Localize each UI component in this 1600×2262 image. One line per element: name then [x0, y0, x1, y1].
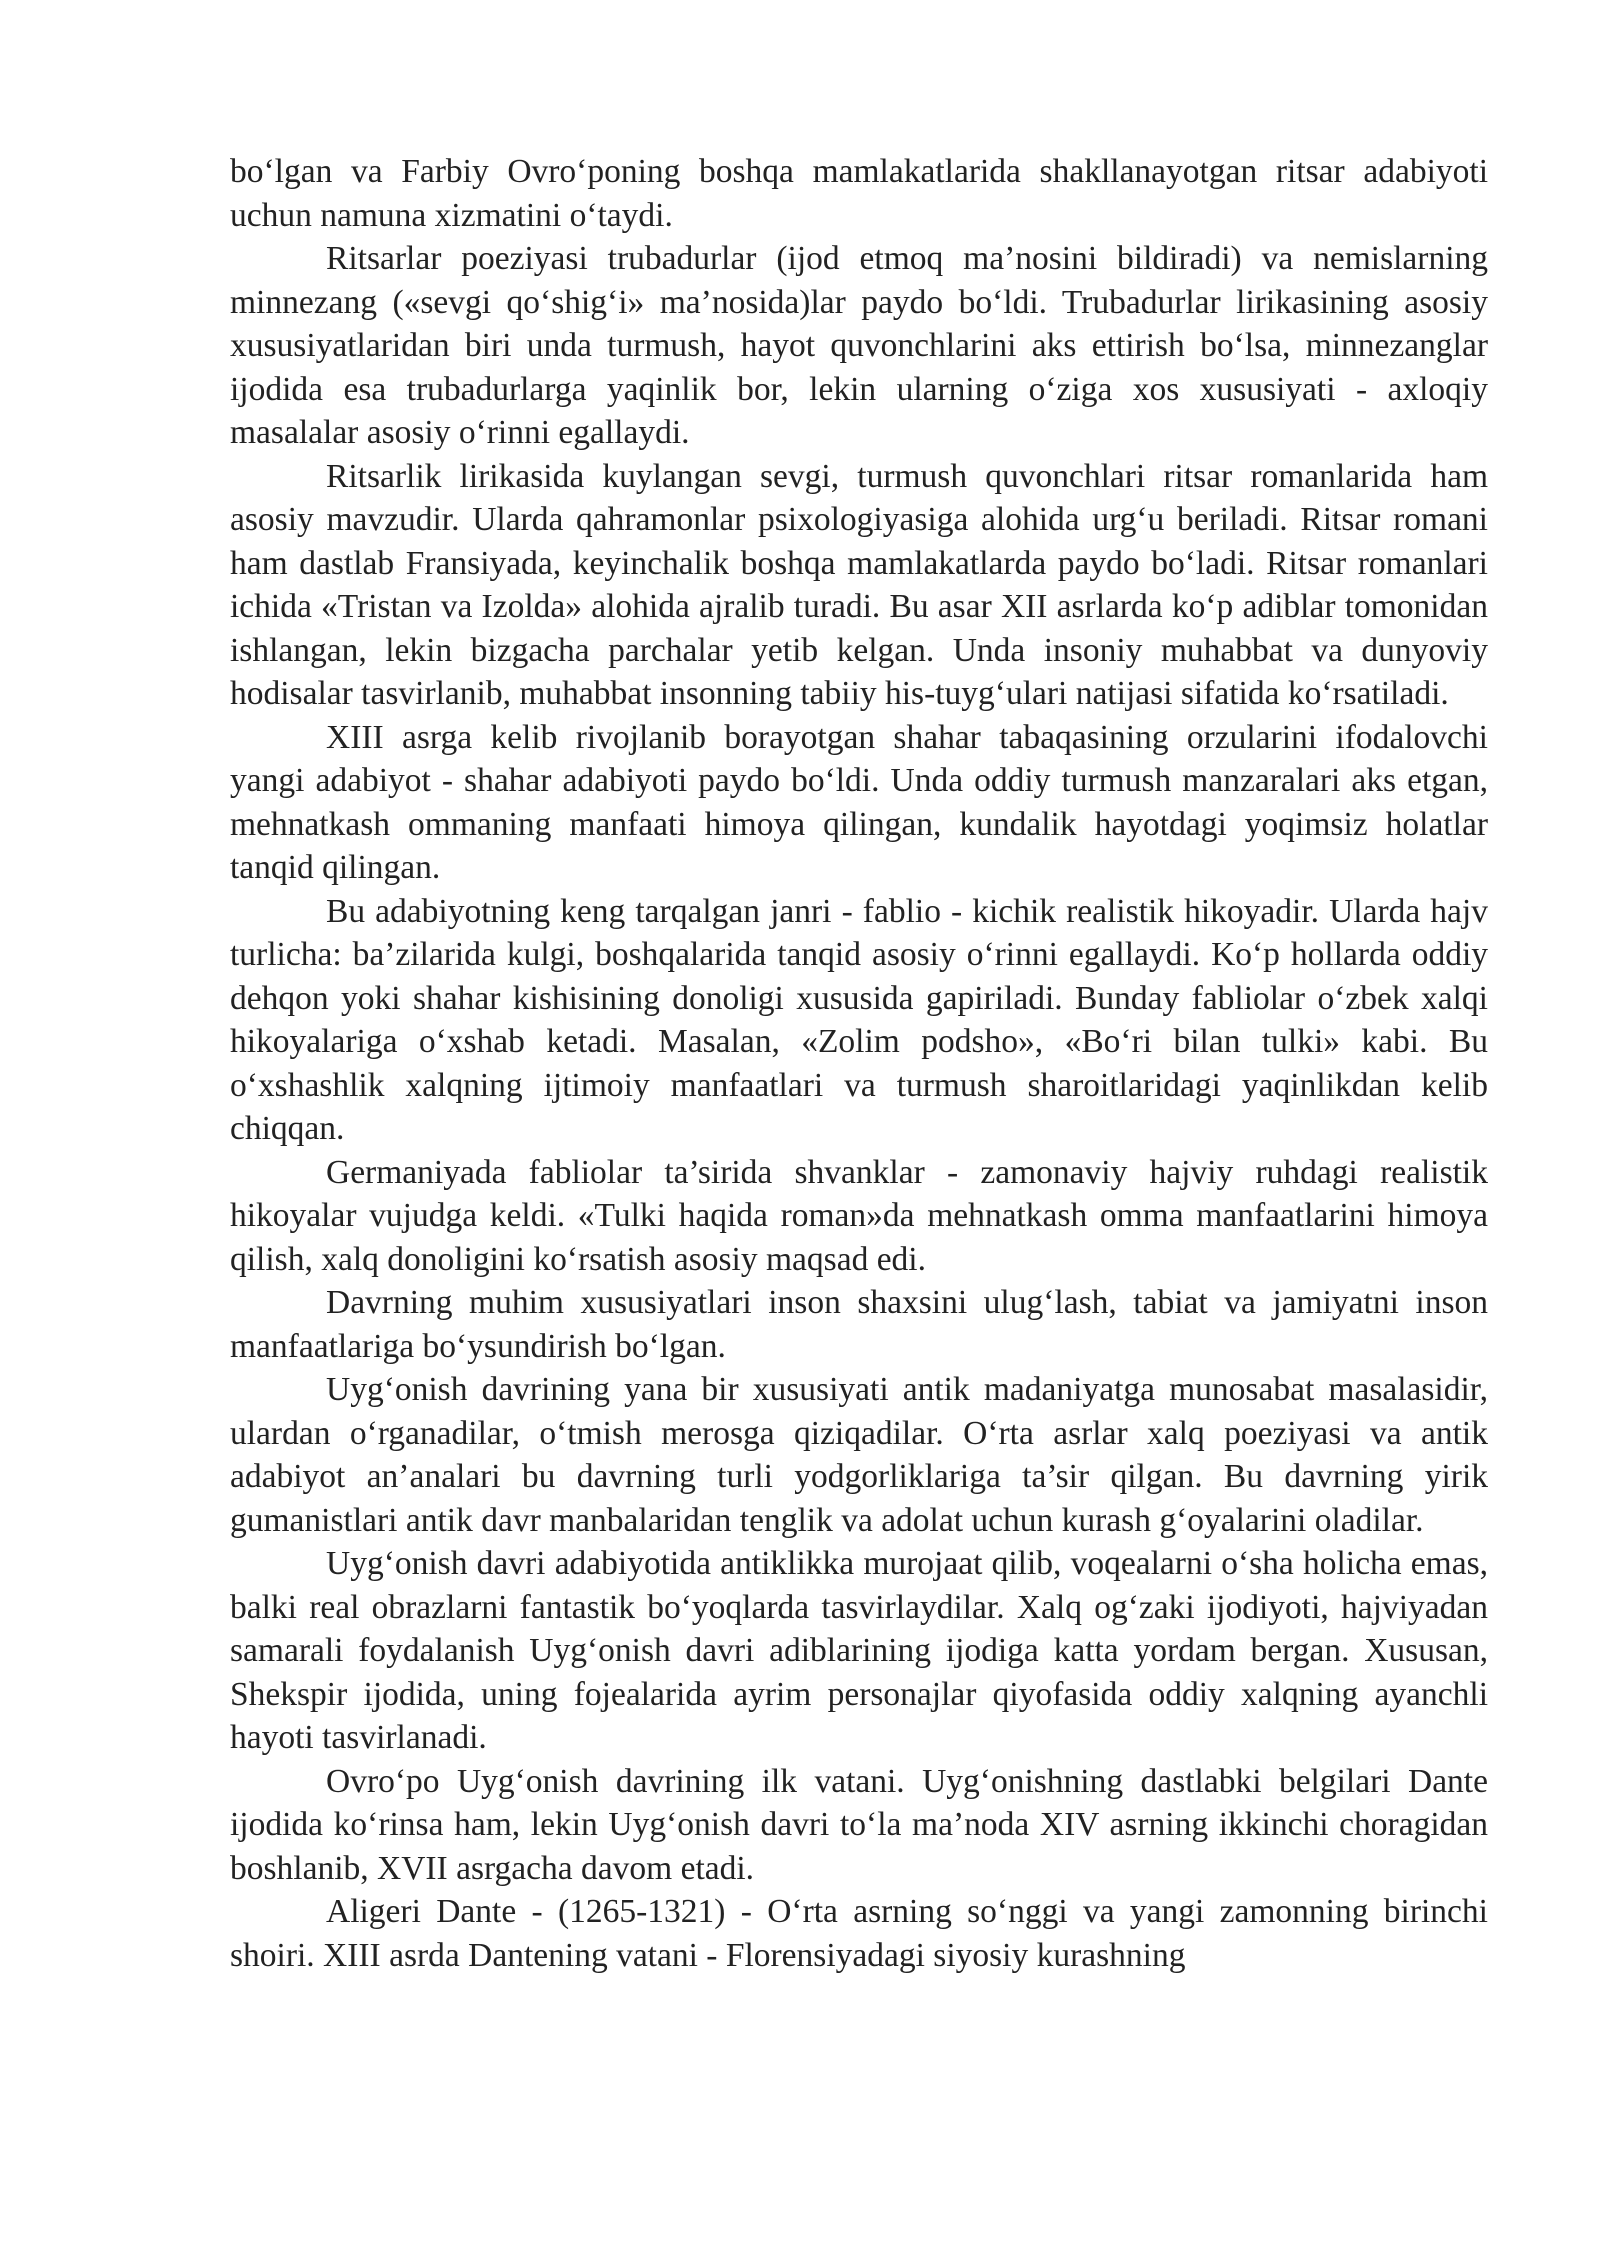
paragraph-era-features: Davrning muhim xususiyatlari inson shaxsini ulug‘lash, tabiat va jamiyatni inson manfaatlariga bo‘ysundirish bo‘lgan. — [230, 1284, 1488, 1365]
paragraph-troubadours: Ritsarlar poeziyasi trubadurlar (ijod etmoq ma’nosini bildiradi) va nemislarning minnezang («sevgi qo‘shig‘i» ma’nosida)lar paydo bo‘ldi. Trubadurlar lirikasining asosiy xususiyatlaridan biri unda turmush, hayot quvonchlarini aks ettirish bo‘lsa, minnezanglar ijodida esa trubadurlarga yaqinlik bor, lekin ularning o‘ziga xos xususiyati - axloqiy masalalar asosiy o‘rinni egallaydi. — [230, 240, 1488, 451]
paragraph-continuation: bo‘lgan va Farbiy Ovro‘poning boshqa mamlakatlarida shakllanayotgan ritsar adabiyoti uchun namuna xizmatini o‘taydi. — [230, 153, 1488, 234]
paragraph-dante: Aligeri Dante - (1265-1321) - O‘rta asrning so‘nggi va yangi zamonning birinchi shoiri. XIII asrda Dantening vatani - Florensiyadagi siyosiy kurashning — [230, 1893, 1488, 1974]
paragraph-europe-homeland: Ovro‘po Uyg‘onish davrining ilk vatani. Uyg‘onishning dastlabki belgilari Dante ijodida ko‘rinsa ham, lekin Uyg‘onish davri to‘la ma’noda XIV asrning ikkinchi choragidan boshlanib, XVII asrgacha davom etadi. — [230, 1762, 1488, 1887]
paragraph-antique-culture: Uyg‘onish davrining yana bir xususiyati antik madaniyatga munosabat masalasidir, ulardan o‘rganadilar, o‘tmish merosga qiziqadilar. O‘rta asrlar xalq poeziyasi va antik adabiyot an’analari bu davrning turli yodgorliklariga ta’sir qilgan. Bu davrning yirik gumanistlari antik davr manbalaridan tenglik va adolat uchun kurash g‘oyalarini oladilar. — [230, 1371, 1488, 1539]
paragraph-fablio: Bu adabiyotning keng tarqalgan janri - fablio - kichik realistik hikoyadir. Ularda hajv turlicha: ba’zilarida kulgi, boshqalarida tanqid asosiy o‘rinni egallaydi. Ko‘p hollarda oddiy dehqon yoki shahar kishisining donoligi xususida gapiriladi. Bunday fabliolar o‘zbek xalqi hikoyalariga o‘xshab ketadi. Masalan, «Zolim podsho», «Bo‘ri bilan tulki» kabi. Bu o‘xshashlik xalqning ijtimoiy manfaatlari va turmush sharoitlaridagi yaqinlikdan kelib chiqqan. — [230, 892, 1488, 1147]
document-page — [230, 150, 1488, 1977]
paragraph-city-literature: XIII asrga kelib rivojlanib borayotgan shahar tabaqasining orzularini ifodalovchi yangi adabiyot - shahar adabiyoti paydo bo‘ldi. Unda oddiy turmush manzaralari aks etgan, mehnatkash ommaning manfaati himoya qilingan, kundalik hayotdagi yoqimsiz holatlar tanqid qilingan. — [230, 718, 1488, 886]
paragraph-shvank: Germaniyada fabliolar ta’sirida shvanklar - zamonaviy hajviy ruhdagi realistik hikoyalar vujudga keldi. «Tulki haqida roman»da mehnatkash omma manfaatlarini himoya qilish, xalq donoligini ko‘rsatish asosiy maqsad edi. — [230, 1153, 1488, 1278]
paragraph-knight-romance: Ritsarlik lirikasida kuylangan sevgi, turmush quvonchlari ritsar romanlarida ham asosiy mavzudir. Ularda qahramonlar psixologiyasiga alohida urg‘u beriladi. Ritsar romani ham dastlab Fransiyada, keyinchalik boshqa mamlakatlarda paydo bo‘ladi. Ritsar romanlari ichida «Tristan va Izolda» alohida ajralib turadi. Bu asar XII asrlarda ko‘p adiblar tomonidan ishlangan, lekin bizgacha parchalar yetib kelgan. Unda insoniy muhabbat va dunyoviy hodisalar tasvirlanib, muhabbat insonning tabiiy his-tuyg‘ulari natijasi sifatida ko‘rsatiladi. — [230, 457, 1488, 712]
paragraph-renaissance-literature: Uyg‘onish davri adabiyotida antiklikka murojaat qilib, voqealarni o‘sha holicha emas, balki real obrazlarni fantastik bo‘yoqlarda tasvirlaydilar. Xalq og‘zaki ijodiyoti, hajviyadan samarali foydalanish Uyg‘onish davri adiblarining ijodiga katta yordam bergan. Xususan, Shekspir ijodida, uning fojealarida ayrim personajlar qiyofasida oddiy xalqning ayanchli hayoti tasvirlanadi. — [230, 1545, 1488, 1756]
